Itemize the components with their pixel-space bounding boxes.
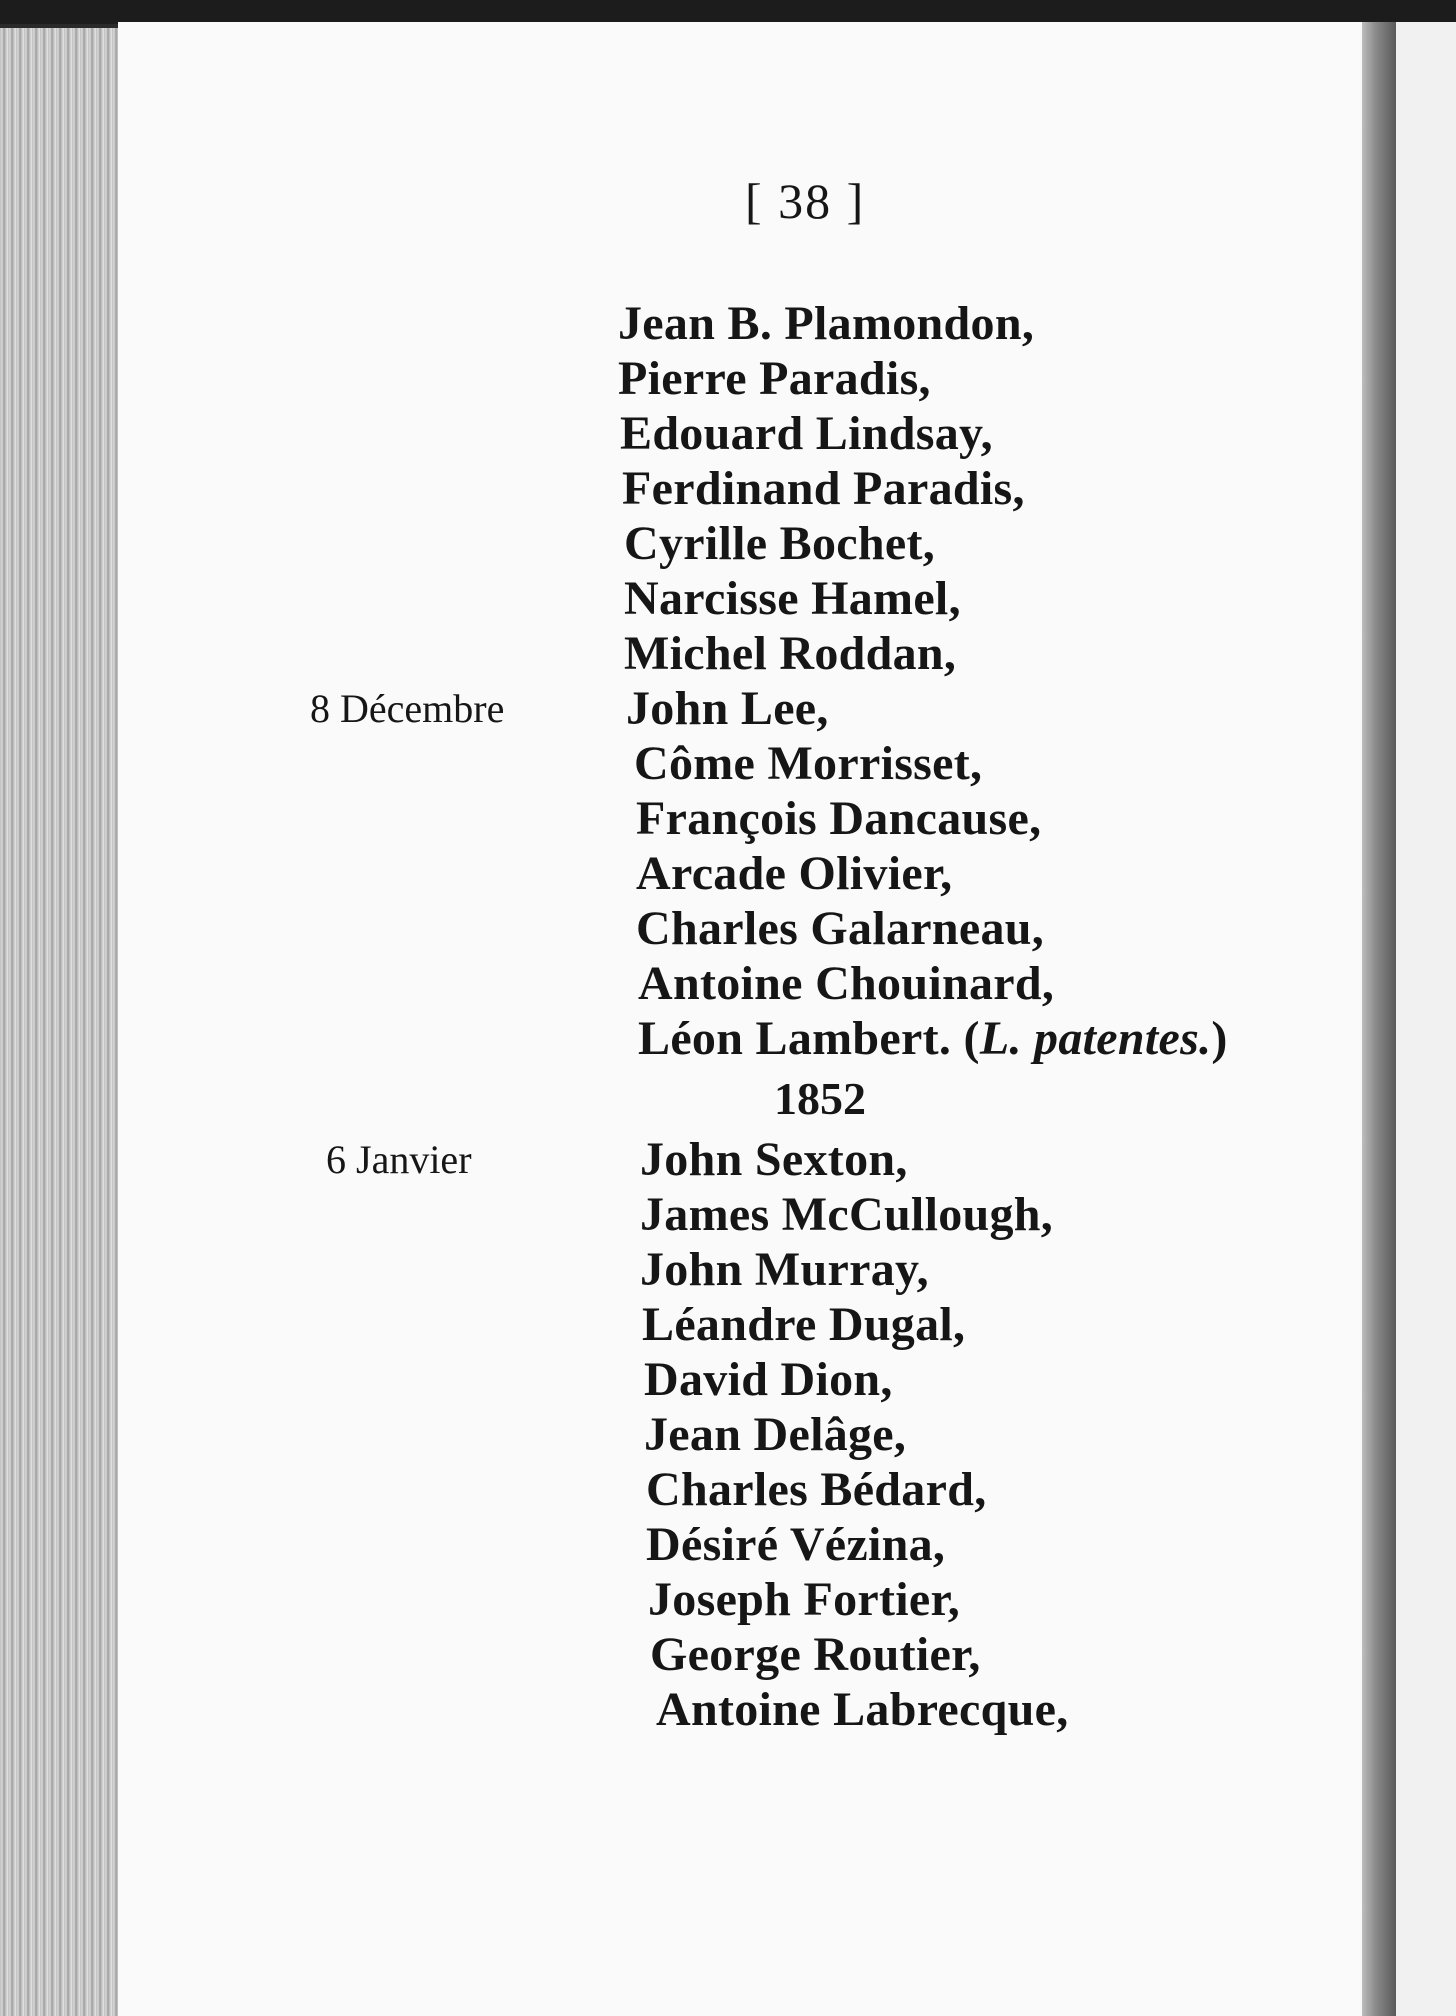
entry-row xyxy=(300,846,1350,901)
entry-name: George Routier, xyxy=(650,1628,981,1681)
facing-page-edge xyxy=(1396,22,1456,2016)
entry-list xyxy=(300,296,1350,1737)
entry-name: Charles Galarneau, xyxy=(636,902,1045,955)
entry-name: Ferdinand Paradis, xyxy=(622,462,1025,515)
entry-name: John Sexton, xyxy=(640,1133,908,1186)
note-italic-text: L. patentes. xyxy=(979,1012,1212,1065)
entry-name: Antoine Chouinard, xyxy=(638,957,1055,1010)
entry-row xyxy=(300,1011,1350,1066)
entry-name: Désiré Vézina, xyxy=(646,1518,946,1571)
entry-row xyxy=(300,956,1350,1011)
entry-row xyxy=(300,1187,1350,1242)
entry-name xyxy=(638,1011,1228,1066)
entry-row xyxy=(300,461,1350,516)
entry-name: François Dancause, xyxy=(636,792,1042,845)
entry-name: Jean B. Plamondon, xyxy=(618,297,1035,350)
entry-name: Arcade Olivier, xyxy=(636,847,953,900)
entry-row xyxy=(300,1297,1350,1352)
entry-name: David Dion, xyxy=(644,1353,893,1406)
entry-row xyxy=(300,1352,1350,1407)
entry-name: Cyrille Bochet, xyxy=(624,517,936,570)
entry-name: Pierre Paradis, xyxy=(618,352,931,405)
entry-date: 6 Janvier xyxy=(326,1137,472,1182)
entry-row xyxy=(300,1242,1350,1297)
entry-row xyxy=(300,681,1350,736)
entry-name: Jean Delâge, xyxy=(644,1408,907,1461)
entry-name: John Murray, xyxy=(640,1243,929,1296)
entry-row xyxy=(300,406,1350,461)
year-heading: 1852 xyxy=(774,1073,866,1124)
entry-row xyxy=(300,1132,1350,1187)
entry-row xyxy=(300,351,1350,406)
entry-name: Joseph Fortier, xyxy=(648,1573,961,1626)
entry-row xyxy=(300,1682,1350,1737)
entry-row xyxy=(300,736,1350,791)
entry-row xyxy=(300,1627,1350,1682)
entry-date: 8 Décembre xyxy=(310,686,505,731)
entry-name: John Lee, xyxy=(626,682,829,735)
note-close-paren: ) xyxy=(1211,1012,1228,1065)
book-gutter xyxy=(1362,22,1396,2016)
entry-row xyxy=(300,1572,1350,1627)
entry-row xyxy=(300,1407,1350,1462)
page-number: [ 38 ] xyxy=(745,173,866,229)
entry-row xyxy=(300,791,1350,846)
scan-top-border xyxy=(0,0,1456,24)
entry-row xyxy=(300,296,1350,351)
entry-name: Edouard Lindsay, xyxy=(620,407,993,460)
note-open-paren: ( xyxy=(963,1012,980,1065)
entry-name: Côme Morrisset, xyxy=(634,737,983,790)
entry-name: Narcisse Hamel, xyxy=(624,572,961,625)
entry-name: Antoine Labrecque, xyxy=(656,1683,1069,1736)
entry-note xyxy=(964,1012,1228,1065)
entry-name: James McCullough, xyxy=(640,1188,1054,1241)
year-row xyxy=(300,1066,1350,1132)
entry-row xyxy=(300,1462,1350,1517)
entry-row xyxy=(300,571,1350,626)
entry-row xyxy=(300,516,1350,571)
entry-name-text: Léon Lambert. xyxy=(638,1012,952,1065)
entry-name: Charles Bédard, xyxy=(646,1463,987,1516)
entry-name: Michel Roddan, xyxy=(624,627,957,680)
entry-row xyxy=(300,626,1350,681)
entry-row xyxy=(300,1517,1350,1572)
entry-row xyxy=(300,901,1350,956)
entry-name: Léandre Dugal, xyxy=(642,1298,966,1351)
